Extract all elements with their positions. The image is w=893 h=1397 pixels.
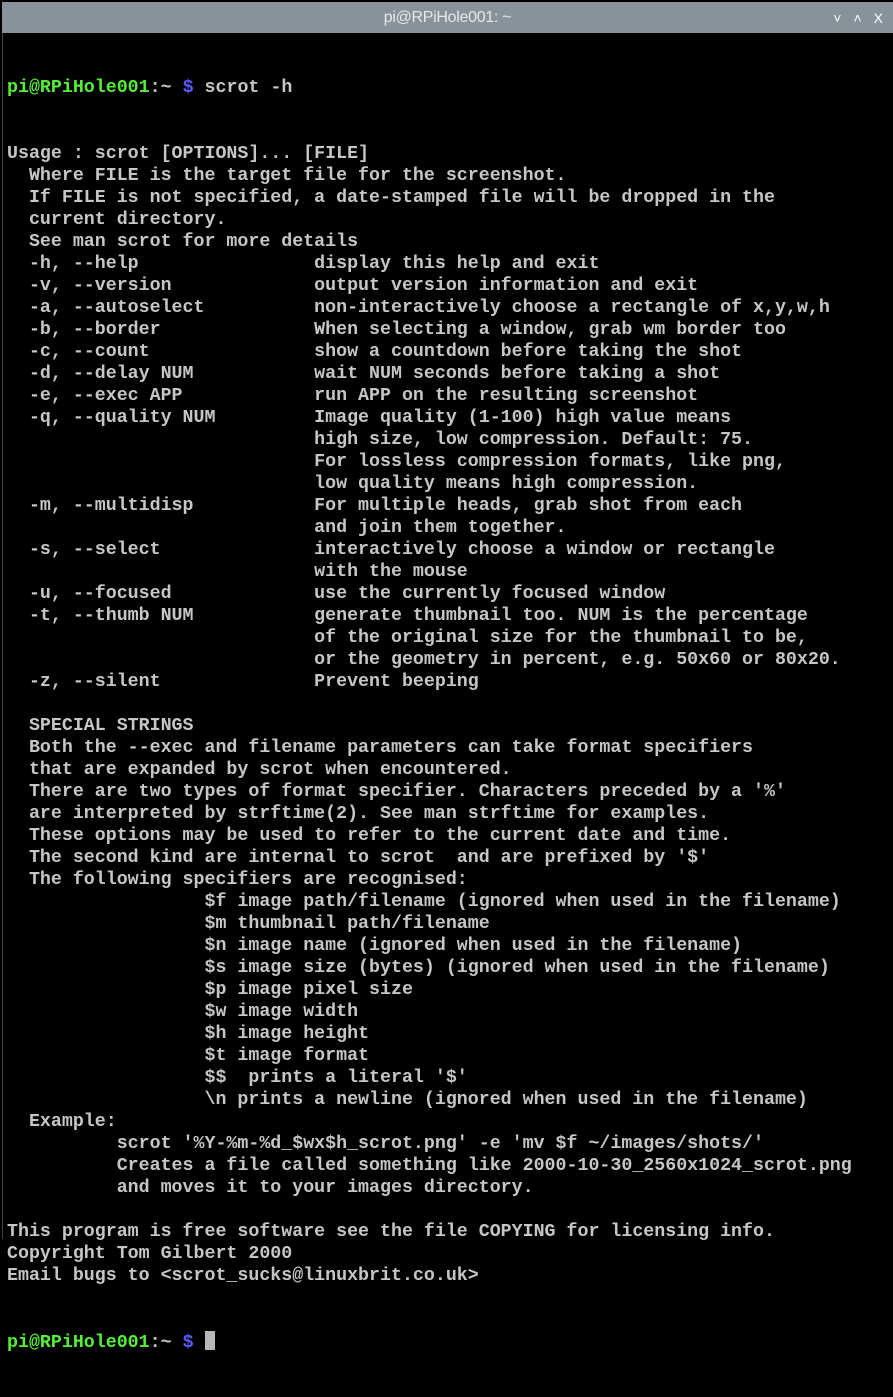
command-line <box>7 77 852 99</box>
output-line: scrot '%Y-%m-%d_$wx$h_scrot.png' -e 'mv $f ~/images/shots/' <box>7 1134 764 1154</box>
window-controls <box>833 2 883 33</box>
output-line: are interpreted by strftime(2). See man strftime for examples. <box>7 804 710 824</box>
output-line: and moves it to your images directory. <box>7 1178 534 1198</box>
minimize-button[interactable]: ˅ <box>833 9 842 26</box>
window-title-bar[interactable] <box>2 2 893 33</box>
text-cursor <box>205 1331 215 1350</box>
output-line: $n image name (ignored when used in the filename) <box>7 936 743 956</box>
output-line: \n prints a newline (ignored when used in the filename) <box>7 1090 808 1110</box>
output-line: Copyright Tom Gilbert 2000 <box>7 1244 293 1264</box>
output-line: that are expanded by scrot when encountered. <box>7 760 512 780</box>
output-line: $h image height <box>7 1024 370 1044</box>
output-line: -b, --border When selecting a window, grab wm border too <box>7 320 786 340</box>
output-line: current directory. <box>7 210 227 230</box>
window-title: pi@RPiHole001: ~ <box>383 8 512 26</box>
output-line: For lossless compression formats, like png, <box>7 452 786 472</box>
output-line: Where FILE is the target file for the screenshot. <box>7 166 567 186</box>
output-line: These options may be used to refer to the current date and time. <box>7 826 732 846</box>
output-line: Email bugs to <scrot_sucks@linuxbrit.co.uk> <box>7 1266 479 1286</box>
prompt-user-host: pi@RPiHole001 <box>7 1333 150 1353</box>
output-line: $s image size (bytes) (ignored when used in the filename) <box>7 958 830 978</box>
output-line: SPECIAL STRINGS <box>7 716 194 736</box>
output-line: The following specifiers are recognised: <box>7 870 468 890</box>
prompt-path: :~ <box>149 1333 172 1353</box>
output-line: low quality means high compression. <box>7 474 699 494</box>
output-line: $w image width <box>7 1002 359 1022</box>
current-prompt-line <box>7 1331 852 1353</box>
output-line: Both the --exec and filename parameters can take format specifiers <box>7 738 753 758</box>
terminal-area[interactable] <box>2 33 893 1353</box>
output-line: of the original size for the thumbnail to be, <box>7 628 808 648</box>
prompt-path: :~ <box>149 78 172 98</box>
terminal-output <box>7 33 852 1397</box>
output-line: or the geometry in percent, e.g. 50x60 or 80x20. <box>7 650 841 670</box>
output-line: $$ prints a literal '$' <box>7 1068 468 1088</box>
output-line: and join them together. <box>7 518 567 538</box>
output-line: -m, --multidisp For multiple heads, grab shot from each <box>7 496 743 516</box>
output-line: -t, --thumb NUM generate thumbnail too. NUM is the percentage <box>7 606 808 626</box>
output-line: high size, low compression. Default: 75. <box>7 430 753 450</box>
output-line: $p image pixel size <box>7 980 413 1000</box>
output-line: -a, --autoselect non-interactively choose a rectangle of x,y,w,h <box>7 298 830 318</box>
output-line: $f image path/filename (ignored when used in the filename) <box>7 892 841 912</box>
output-line: There are two types of format specifier. Characters preceded by a '%' <box>7 782 786 802</box>
output-line: -d, --delay NUM wait NUM seconds before taking a shot <box>7 364 721 384</box>
output-line: $m thumbnail path/filename <box>7 914 490 934</box>
output-line: -s, --select interactively choose a window or rectangle <box>7 540 775 560</box>
output-line: $t image format <box>7 1046 370 1066</box>
maximize-button[interactable]: ˄ <box>853 9 862 26</box>
output-line: This program is free software see the file COPYING for licensing info. <box>7 1222 775 1242</box>
output-line: -h, --help display this help and exit <box>7 254 600 274</box>
output-line <box>7 1199 852 1221</box>
prompt-symbol: $ <box>182 1333 194 1353</box>
output-line: -z, --silent Prevent beeping <box>7 672 479 692</box>
output-line: Usage : scrot [OPTIONS]... [FILE] <box>7 144 370 164</box>
output-line <box>7 693 852 715</box>
output-line: with the mouse <box>7 562 468 582</box>
command-text: scrot -h <box>204 78 293 98</box>
output-line: See man scrot for more details <box>7 232 359 252</box>
output-line: -v, --version output version information and exit <box>7 276 699 296</box>
output-line: -c, --count show a countdown before taking the shot <box>7 342 743 362</box>
close-button[interactable]: X <box>873 9 883 26</box>
output-line: If FILE is not specified, a date-stamped file will be dropped in the <box>7 188 775 208</box>
output-line: -u, --focused use the currently focused window <box>7 584 666 604</box>
output-line: The second kind are internal to scrot and are prefixed by '$' <box>7 848 710 868</box>
prompt-user-host: pi@RPiHole001 <box>7 78 150 98</box>
prompt-symbol: $ <box>182 78 194 98</box>
output-line: Example: <box>7 1112 117 1132</box>
output-line: -q, --quality NUM Image quality (1-100) high value means <box>7 408 732 428</box>
output-line: -e, --exec APP run APP on the resulting screenshot <box>7 386 699 406</box>
output-line: Creates a file called something like 2000-10-30_2560x1024_scrot.png <box>7 1156 852 1176</box>
